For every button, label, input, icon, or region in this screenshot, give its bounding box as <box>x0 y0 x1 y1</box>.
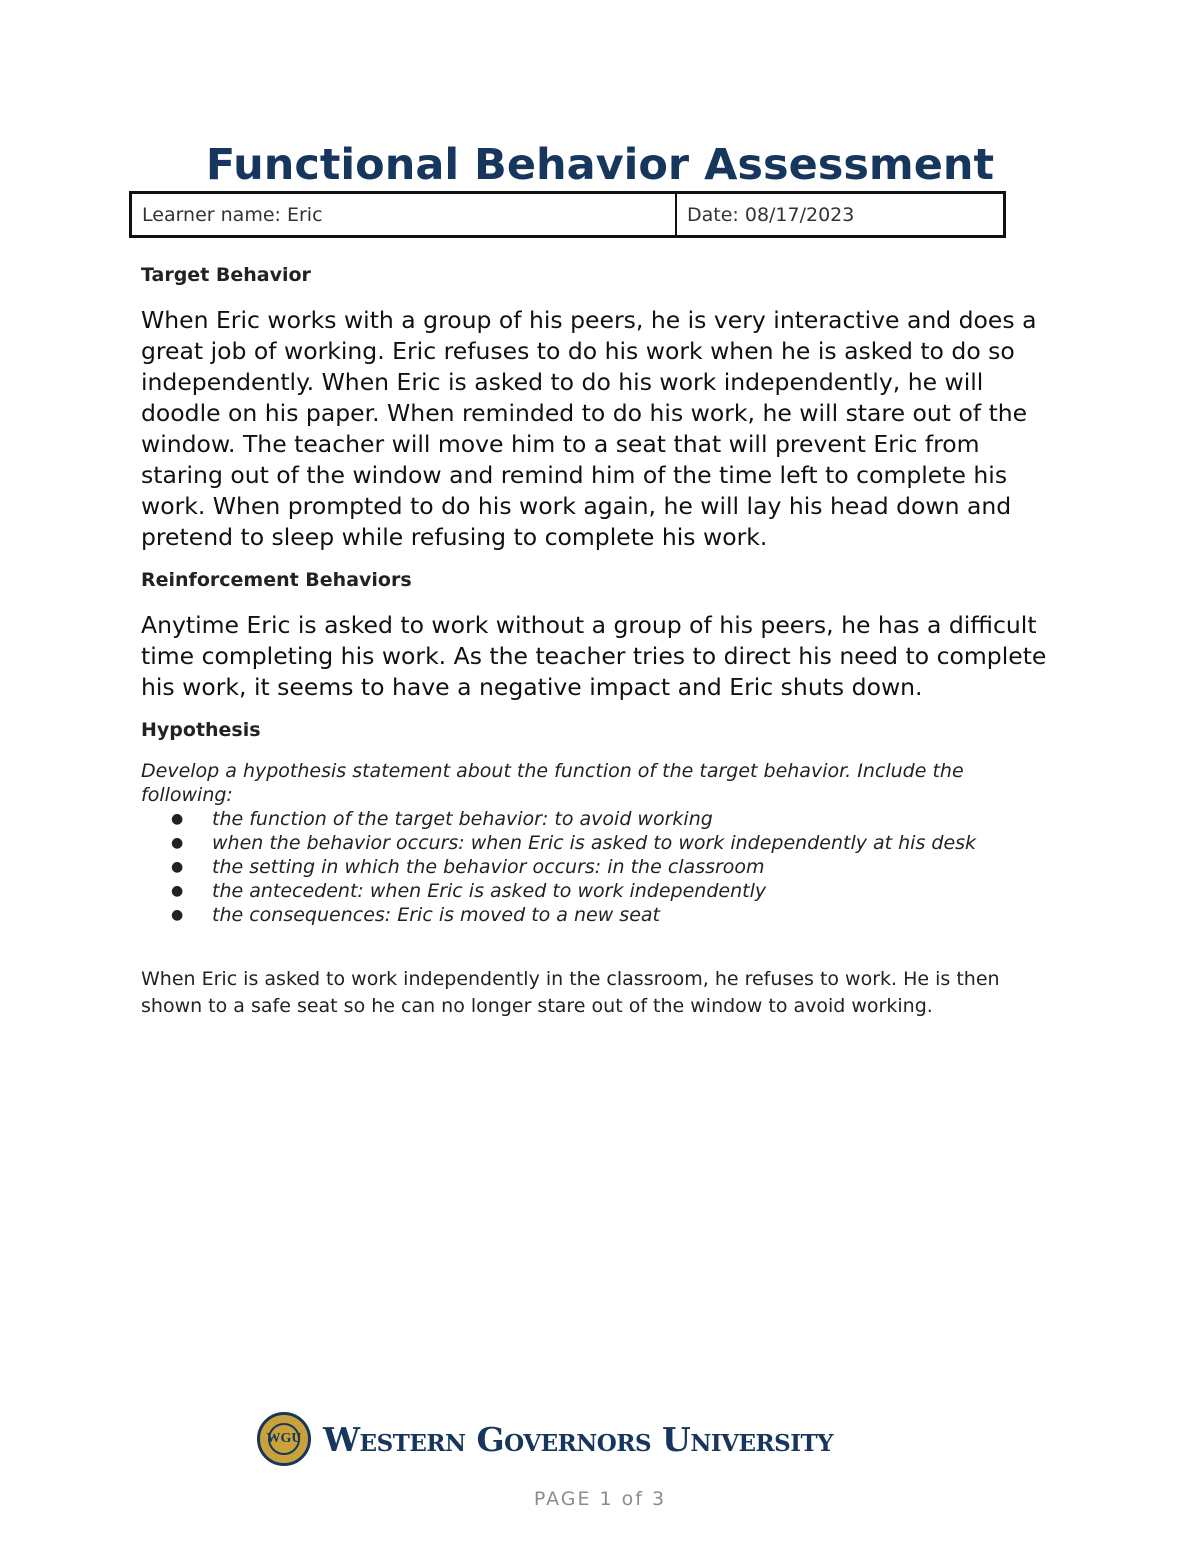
target-behavior-heading: Target Behavior <box>141 264 311 286</box>
list-item: ● the consequences: Eric is moved to a new seat <box>171 904 660 926</box>
bullet-icon: ● <box>171 859 184 875</box>
reinforcement-heading: Reinforcement Behaviors <box>141 569 412 591</box>
list-item: ● when the behavior occurs: when Eric is asked to work independently at his desk <box>171 832 977 854</box>
list-item: ● the antecedent: when Eric is asked to work independently <box>171 880 767 902</box>
university-seal-icon: WGU <box>257 1412 311 1466</box>
learner-name-field: Learner name: Eric <box>132 194 677 235</box>
page-number: PAGE 1 of 3 <box>533 1488 667 1510</box>
target-behavior-text: When Eric works with a group of his peers, he is very interactive and does a great job of working. Eric refuses to do his work when he is asked to do so independently. When Eric is asked to do his work independently, he will doodle on his paper. When reminded to do his work, he will stare out of the window. The teacher will move him to a seat that will prevent Eric from staring out of the window and remind him of the time left to complete his work. When prompted to do his work again, he will lay his head down and pretend to sleep while refusing to complete his work. <box>141 306 1037 551</box>
university-name: Western Governors University <box>323 1419 834 1459</box>
list-item: ● the function of the target behavior: to avoid working <box>171 808 713 830</box>
hypothesis-list <box>141 807 976 927</box>
hypothesis-intro: Develop a hypothesis statement about the function of the target behavior. Include the following: <box>141 760 964 806</box>
page-title: Functional Behavior Assessment <box>205 140 995 190</box>
list-item: ● the setting in which the behavior occurs: in the classroom <box>171 856 765 878</box>
bullet-icon: ● <box>171 907 184 923</box>
reinforcement-text: Anytime Eric is asked to work without a group of his peers, he has a difficult time completing his work. As the teacher tries to direct his need to complete his work, it seems to have a negative impact and Eric shuts down. <box>141 611 1047 701</box>
hypothesis-statement: When Eric is asked to work independently in the classroom, he refuses to work. He is then shown to a safe seat so he can no longer stare out of the window to avoid working. <box>141 968 1000 1017</box>
bullet-icon: ● <box>171 883 184 899</box>
hypothesis-heading: Hypothesis <box>141 719 261 741</box>
learner-info-table <box>129 191 1006 238</box>
bullet-icon: ● <box>171 811 184 827</box>
university-logo <box>257 1412 833 1466</box>
date-field: Date: 08/17/2023 <box>687 203 855 226</box>
bullet-icon: ● <box>171 835 184 851</box>
